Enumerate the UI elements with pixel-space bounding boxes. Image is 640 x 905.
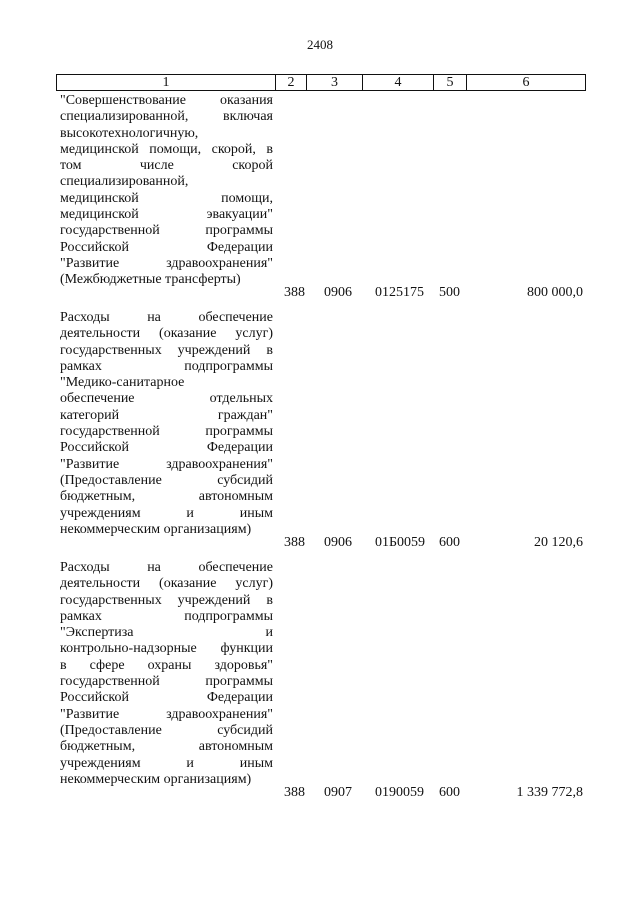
row-1-col-6: 800 000,0: [527, 285, 583, 300]
row-2-col-6: 20 120,6: [534, 535, 583, 550]
row-3-line: государственных учреждений в: [60, 592, 273, 608]
row-3-line: рамках подпрограммы: [60, 608, 273, 624]
row-1-line: медицинской помощи, скорой, в: [60, 141, 273, 157]
column-header-4: 4: [363, 75, 434, 91]
row-3-col-6: 1 339 772,8: [516, 785, 583, 800]
row-3-description: [60, 560, 273, 788]
row-1-line: "Совершенствование оказания: [60, 93, 273, 108]
column-header-1: 1: [57, 75, 276, 91]
row-1-line: медицинской эвакуации": [60, 207, 273, 223]
row-2-line: бюджетным, автономным: [60, 489, 273, 505]
row-2-line: рамках подпрограммы: [60, 358, 273, 374]
row-1-line: "Развитие здравоохранения": [60, 255, 273, 271]
row-2-line: учреждениям и иным: [60, 505, 273, 521]
row-1-description: [60, 93, 273, 289]
row-2-line: Российской Федерации: [60, 440, 273, 456]
row-2-col-2: 388: [284, 535, 305, 550]
row-3-line: "Развитие здравоохранения": [60, 706, 273, 722]
row-1-line: специализированной, включая: [60, 109, 273, 125]
row-3-line: бюджетным, автономным: [60, 739, 273, 755]
row-2-line: некоммерческим организациям): [60, 521, 252, 537]
row-2-description: [60, 310, 273, 538]
row-3-line: контрольно-надзорные функции: [60, 641, 273, 657]
row-2-line: категорий граждан": [60, 407, 273, 423]
column-header-6: 6: [467, 75, 586, 91]
row-3-line: некоммерческим организациям): [60, 771, 252, 787]
column-header-table: [56, 74, 586, 91]
row-3-col-4: 0190059: [375, 785, 424, 800]
row-1-line: Российской Федерации: [60, 239, 273, 255]
column-header-3: 3: [307, 75, 363, 91]
row-3-line: учреждениям и иным: [60, 755, 273, 771]
row-3-line: (Предоставление субсидий: [60, 722, 273, 738]
row-3-col-3: 0907: [324, 785, 352, 800]
row-2-line: государственных учреждений в: [60, 342, 273, 358]
row-2-line: государственной программы: [60, 424, 273, 440]
row-3-line: государственной программы: [60, 674, 273, 690]
row-3-line: деятельности (оказание услуг): [60, 576, 273, 592]
row-3-line: Российской Федерации: [60, 690, 273, 706]
row-2-line: деятельности (оказание услуг): [60, 326, 273, 342]
page-number: 2408: [307, 37, 333, 52]
row-1-line: специализированной,: [60, 174, 189, 190]
row-1-line: высокотехнологичную,: [60, 125, 199, 141]
row-1-line: медицинской помощи,: [60, 190, 273, 206]
row-2-col-4: 01Б0059: [375, 535, 426, 550]
row-2-line: (Предоставление субсидий: [60, 472, 273, 488]
row-3-col-5: 600: [439, 785, 460, 800]
row-2-line: обеспечение отдельных: [60, 391, 273, 407]
row-1-col-3: 0906: [324, 285, 352, 300]
row-1-col-2: 388: [284, 285, 305, 300]
row-3-line: "Экспертиза и: [60, 625, 273, 641]
row-1-col-5: 500: [439, 285, 460, 300]
row-1-col-4: 0125175: [375, 285, 424, 300]
row-2-col-5: 600: [439, 535, 460, 550]
row-3-line: Расходы на обеспечение: [60, 560, 273, 575]
row-2-line: "Развитие здравоохранения": [60, 456, 273, 472]
row-1-line: (Межбюджетные трансферты): [60, 272, 241, 288]
row-2-line: "Медико-санитарное: [60, 375, 185, 391]
row-1-line: государственной программы: [60, 223, 273, 239]
row-2-col-3: 0906: [324, 535, 352, 550]
column-header-5: 5: [434, 75, 467, 91]
row-1-line: том числе скорой: [60, 158, 273, 174]
row-3-line: в сфере охраны здоровья": [60, 657, 273, 673]
row-3-col-2: 388: [284, 785, 305, 800]
row-2-line: Расходы на обеспечение: [60, 310, 273, 325]
column-header-2: 2: [276, 75, 307, 91]
